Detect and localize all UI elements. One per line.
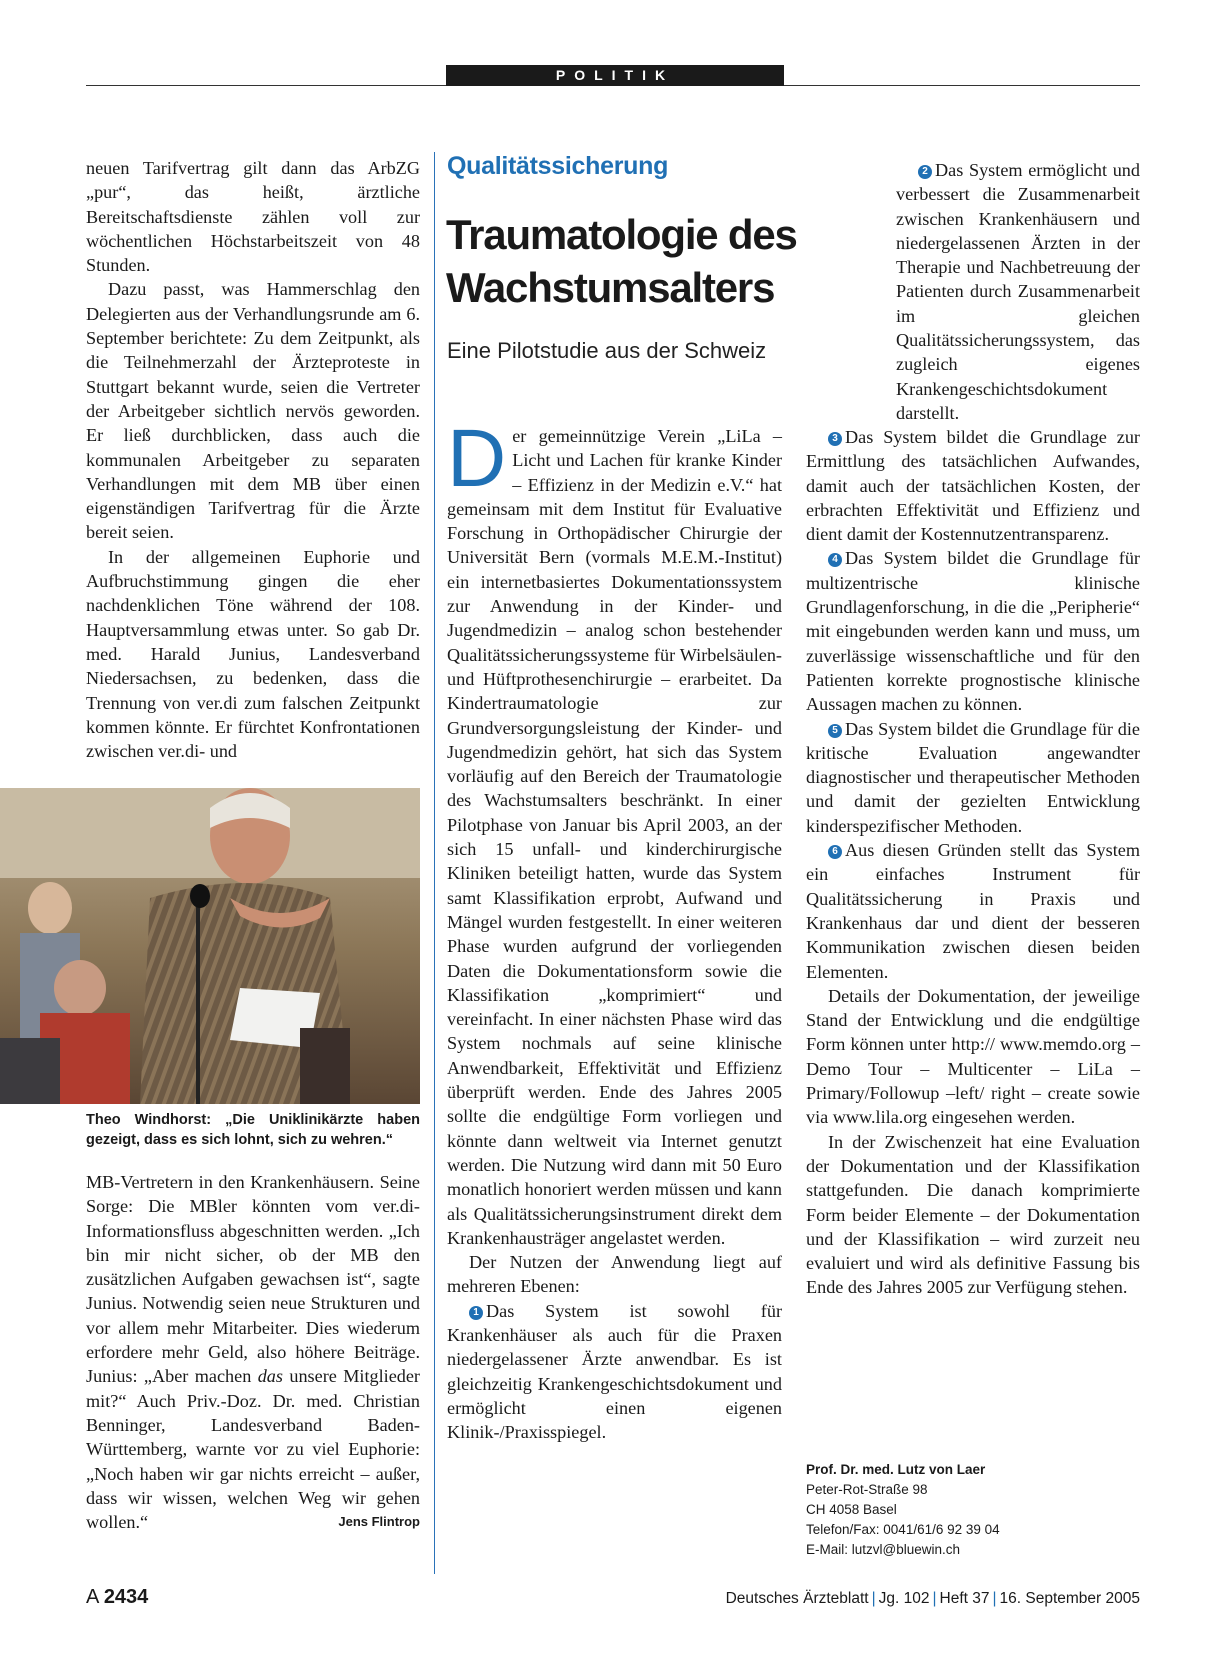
photo-caption: Theo Windhorst: „Die Uniklinikärzte haben gezeigt, dass es sich lohnt, sich zu wehren.“: [86, 1112, 420, 1148]
numbered-point: [806, 717, 1140, 838]
text: Aus diesen Gründen stellt das System ein einfaches Instrument für Qualitätssicherung in Praxis und Krankenhaus dar und dient der besseren Kommunikation zwischen diesen beiden Elementen.: [806, 840, 1140, 982]
text: Das System bildet die Grundlage für die kritische Evaluation angewandter diagnostischer und therapeutischer Methoden und damit der gezielten Entwicklung kinderspezifischer Methoden.: [806, 718, 1140, 836]
paragraph: [86, 1170, 420, 1534]
column-left-lower: [86, 1170, 420, 1534]
number-badge-icon: 3: [828, 432, 842, 446]
contact-name: Prof. Dr. med. Lutz von Laer: [806, 1462, 986, 1477]
numbered-point: [806, 425, 1140, 546]
contact-city: CH 4058 Basel: [806, 1502, 897, 1517]
article-title: Traumatologie des Wachstumsalters: [446, 211, 797, 311]
text: er gemeinnützige Verein „LiLa – Licht und Lachen für kranke Kinder – Effizienz in der Medizin e.V.“ hat gemeinsam mit dem Institut für Evaluative Forschung in Orthopädischer Chirurgie der Universität Bern (vormals M.E.M.-Institut) ein internetbasiertes Dokumentationssystem zur Anwendung in der Kinder- und Jugendmedizin – analog schon bestehender Qualitätssicherungssysteme für Wirbelsäulen- und Hüftprothesenchirurgie – erarbeitet. Da Kindertraumatologie zur Grundversorgungsleistung der Kinder- und Jugendmedizin gehört, hat sich das System vorläufig auf den Bereich der Traumatologie des Wachstumsalters beschränkt. In einer Pilotphase von Januar bis April 2003, an der sich 15 unfall- und kinderchirurgische Kliniken beteiligt hatten, wurde das System samt Klassifikation erprobt, Aufwand und Mängel wurden festgestellt. In einer weiteren Phase wurden aufgrund der vorliegenden Daten die Dokumentationsform sowie die Klassifikation „komprimiert“ und vereinfacht. In einer nächsten Phase wird das System nochmals auf seine klinische Anwendbarkeit, Effektivität und Effizienz überprüft werden. Ende des Jahres 2005 sollte die endgültige Form vorliegen und könnte dann weltweit via Internet genutzt werden. Die Nutzung wird dann mit 50 Euro monatlich honoriert werden müssen und kann als Qualitätssicherungsinstrument direkt dem Krankenhausträger angelastet werden.: [447, 426, 782, 1248]
numbered-point: [806, 838, 1140, 984]
paragraph: In der Zwischenzeit hat eine Evaluation der Dokumentation und der Klassifikation stattgefunden. Die danach komprimierte Form beider Elemente – der Dokumentation und der Klassifikation – wird zurzeit neu evaluiert und wird als definitive Fassung bis Ende des Jahres 2005 zur Verfügung stehen.: [806, 1131, 1140, 1298]
text: MB-Vertretern in den Krankenhäusern. Seine Sorge: Die MBler könnten vom ver.di-Informationsfluss abgeschnitten werden. „Ich bin mir nicht sicher, ob der MB den zusätzlichen Aufgaben gewachsen ist“, sagte Junius. Notwendig seien neue Strukturen und vor allem mehr Mitarbeiter. Dies wiederum erfordere mehr Geld, also höhere Beiträge. Junius: „Aber machen: [86, 1172, 420, 1387]
column-left-upper: [86, 156, 420, 763]
text: Das System bildet die Grundlage zur Ermittlung des tatsächlichen Aufwandes, damit auch der tatsächlichen Kosten, der erbrachten Effektivität und Effizienz und dient damit der Kostennutzentransparenz.: [806, 427, 1140, 545]
column-divider: [434, 152, 435, 1574]
drop-cap: D: [447, 413, 507, 504]
journal-footer: Deutsches Ärzteblatt | Jg. 102 | Heft 37 | 16. September 2005: [725, 1590, 1140, 1607]
contact-street: Peter-Rot-Straße 98: [806, 1482, 928, 1497]
number-badge-icon: 2: [918, 165, 932, 179]
column-right: [806, 425, 1140, 1300]
numbered-point: [806, 546, 1140, 716]
paragraph: In der allgemeinen Euphorie und Aufbruchstimmung gingen die eher nachdenklichen Töne während der 108. Hauptversammlung etwas unter. So gab Dr. med. Harald Junius, Landesverband Niedersachsen, zu bedenken, dass die Trennung von ver.di zum falschen Zeitpunkt kommen könnte. Er fürchtet Konfrontationen zwischen ver.di- und: [86, 546, 420, 762]
lead-paragraph: [447, 413, 782, 1250]
contact-email[interactable]: E-Mail: lutzvl@bluewin.ch: [806, 1542, 961, 1557]
numbered-point: [896, 158, 1140, 425]
number-badge-icon: 1: [469, 1306, 483, 1320]
issue: Heft 37: [939, 1590, 990, 1607]
author-contact: [806, 1460, 1140, 1560]
column-right-upper: [896, 158, 1140, 425]
paragraph: Der Nutzen der Anwendung liegt auf mehreren Ebenen:: [447, 1252, 782, 1297]
paragraph: neuen Tarifvertrag gilt dann das ArbZG „pur“, das heißt, ärztliche Bereitschaftsdienste zählen voll zur wöchentlichen Höchstarbeitszeit von 48 Stunden.: [86, 158, 420, 276]
photo-theo-windhorst: [0, 788, 420, 1104]
text: Das System ist sowohl für Krankenhäuser als auch für die Praxen niedergelassener Ärzte anwendbar. Es ist gleichzeitig Krankengeschichtsdokument und ermöglicht einen eigenen Klinik-/Praxisspiegel.: [447, 1300, 782, 1443]
section-header: POLITIK: [446, 65, 784, 86]
page-prefix: A: [86, 1586, 99, 1608]
numbered-point: [447, 1299, 782, 1445]
author-byline: Jens Flintrop: [338, 1514, 420, 1530]
paragraph: Dazu passt, was Hammerschlag den Delegierten aus der Verhandlungsrunde am 6. September berichtete: Zu dem Zeitpunkt, als die Teilnehmerzahl der Ärzteproteste in Stuttgart bekannt wurde, seien die Vertreter der Arbeitgeber sichtlich nervös geworden. Er ließ durchblicken, dass auch die kommunalen Arbeitgeber zu separaten Verhandlungen mit dem MB über einen eigenständigen Tarifvertrag für die Ärzte bereit seien.: [86, 279, 420, 543]
contact-phone: Telefon/Fax: 0041/61/6 92 39 04: [806, 1522, 1000, 1537]
emphasis: das: [257, 1366, 283, 1387]
article-kicker: Qualitätssicherung: [447, 152, 669, 180]
paragraph: Details der Dokumentation, der jeweilige Stand der Entwicklung und die endgültige Form können unter http:// www.memdo.org – Demo Tour – Multicenter – LiLa – Primary/Followup –left/ right – create sowie via www.lila.org eingesehen werden.: [806, 985, 1140, 1128]
photo-illustration: [0, 788, 420, 1104]
number-badge-icon: 4: [828, 553, 842, 567]
text: Das System bildet die Grundlage für multizentrische klinische Grundlagenforschung, in die die „Peripherie“ mit eingebunden werden kann und muss, um zuverlässige wissenschaftliche und für den Patienten korrekte prognostische klinische Aussagen machen zu können.: [806, 548, 1140, 715]
column-middle: [447, 413, 782, 1444]
page-number-value: 2434: [103, 1586, 149, 1608]
article-subtitle: Eine Pilotstudie aus der Schweiz: [447, 338, 767, 363]
number-badge-icon: 5: [828, 724, 842, 738]
number-badge-icon: 6: [828, 845, 842, 859]
text: unsere Mitglieder mit?“ Auch Priv.-Doz. Dr. med. Christian Benninger, Landesverband Baden-Württemberg, warnte vor zu viel Euphorie: „Noch haben wir gar nichts erreicht – außer, dass wir wissen, welchen Weg wir gehen wollen.“: [86, 1366, 420, 1533]
page-number: [86, 1586, 148, 1609]
text: Das System ermöglicht und verbessert die Zusammenarbeit zwischen Krankenhäusern und niedergelassenen Ärzten in der Therapie und Nachbetreuung der Patienten durch Zusammenarbeit im gleichen Qualitätssicherungssystem, das zugleich eigenes Krankengeschichtsdokument darstellt.: [896, 160, 1140, 423]
date: 16. September 2005: [999, 1590, 1140, 1607]
journal-name: Deutsches Ärzteblatt: [725, 1590, 869, 1607]
volume: Jg. 102: [878, 1590, 930, 1607]
